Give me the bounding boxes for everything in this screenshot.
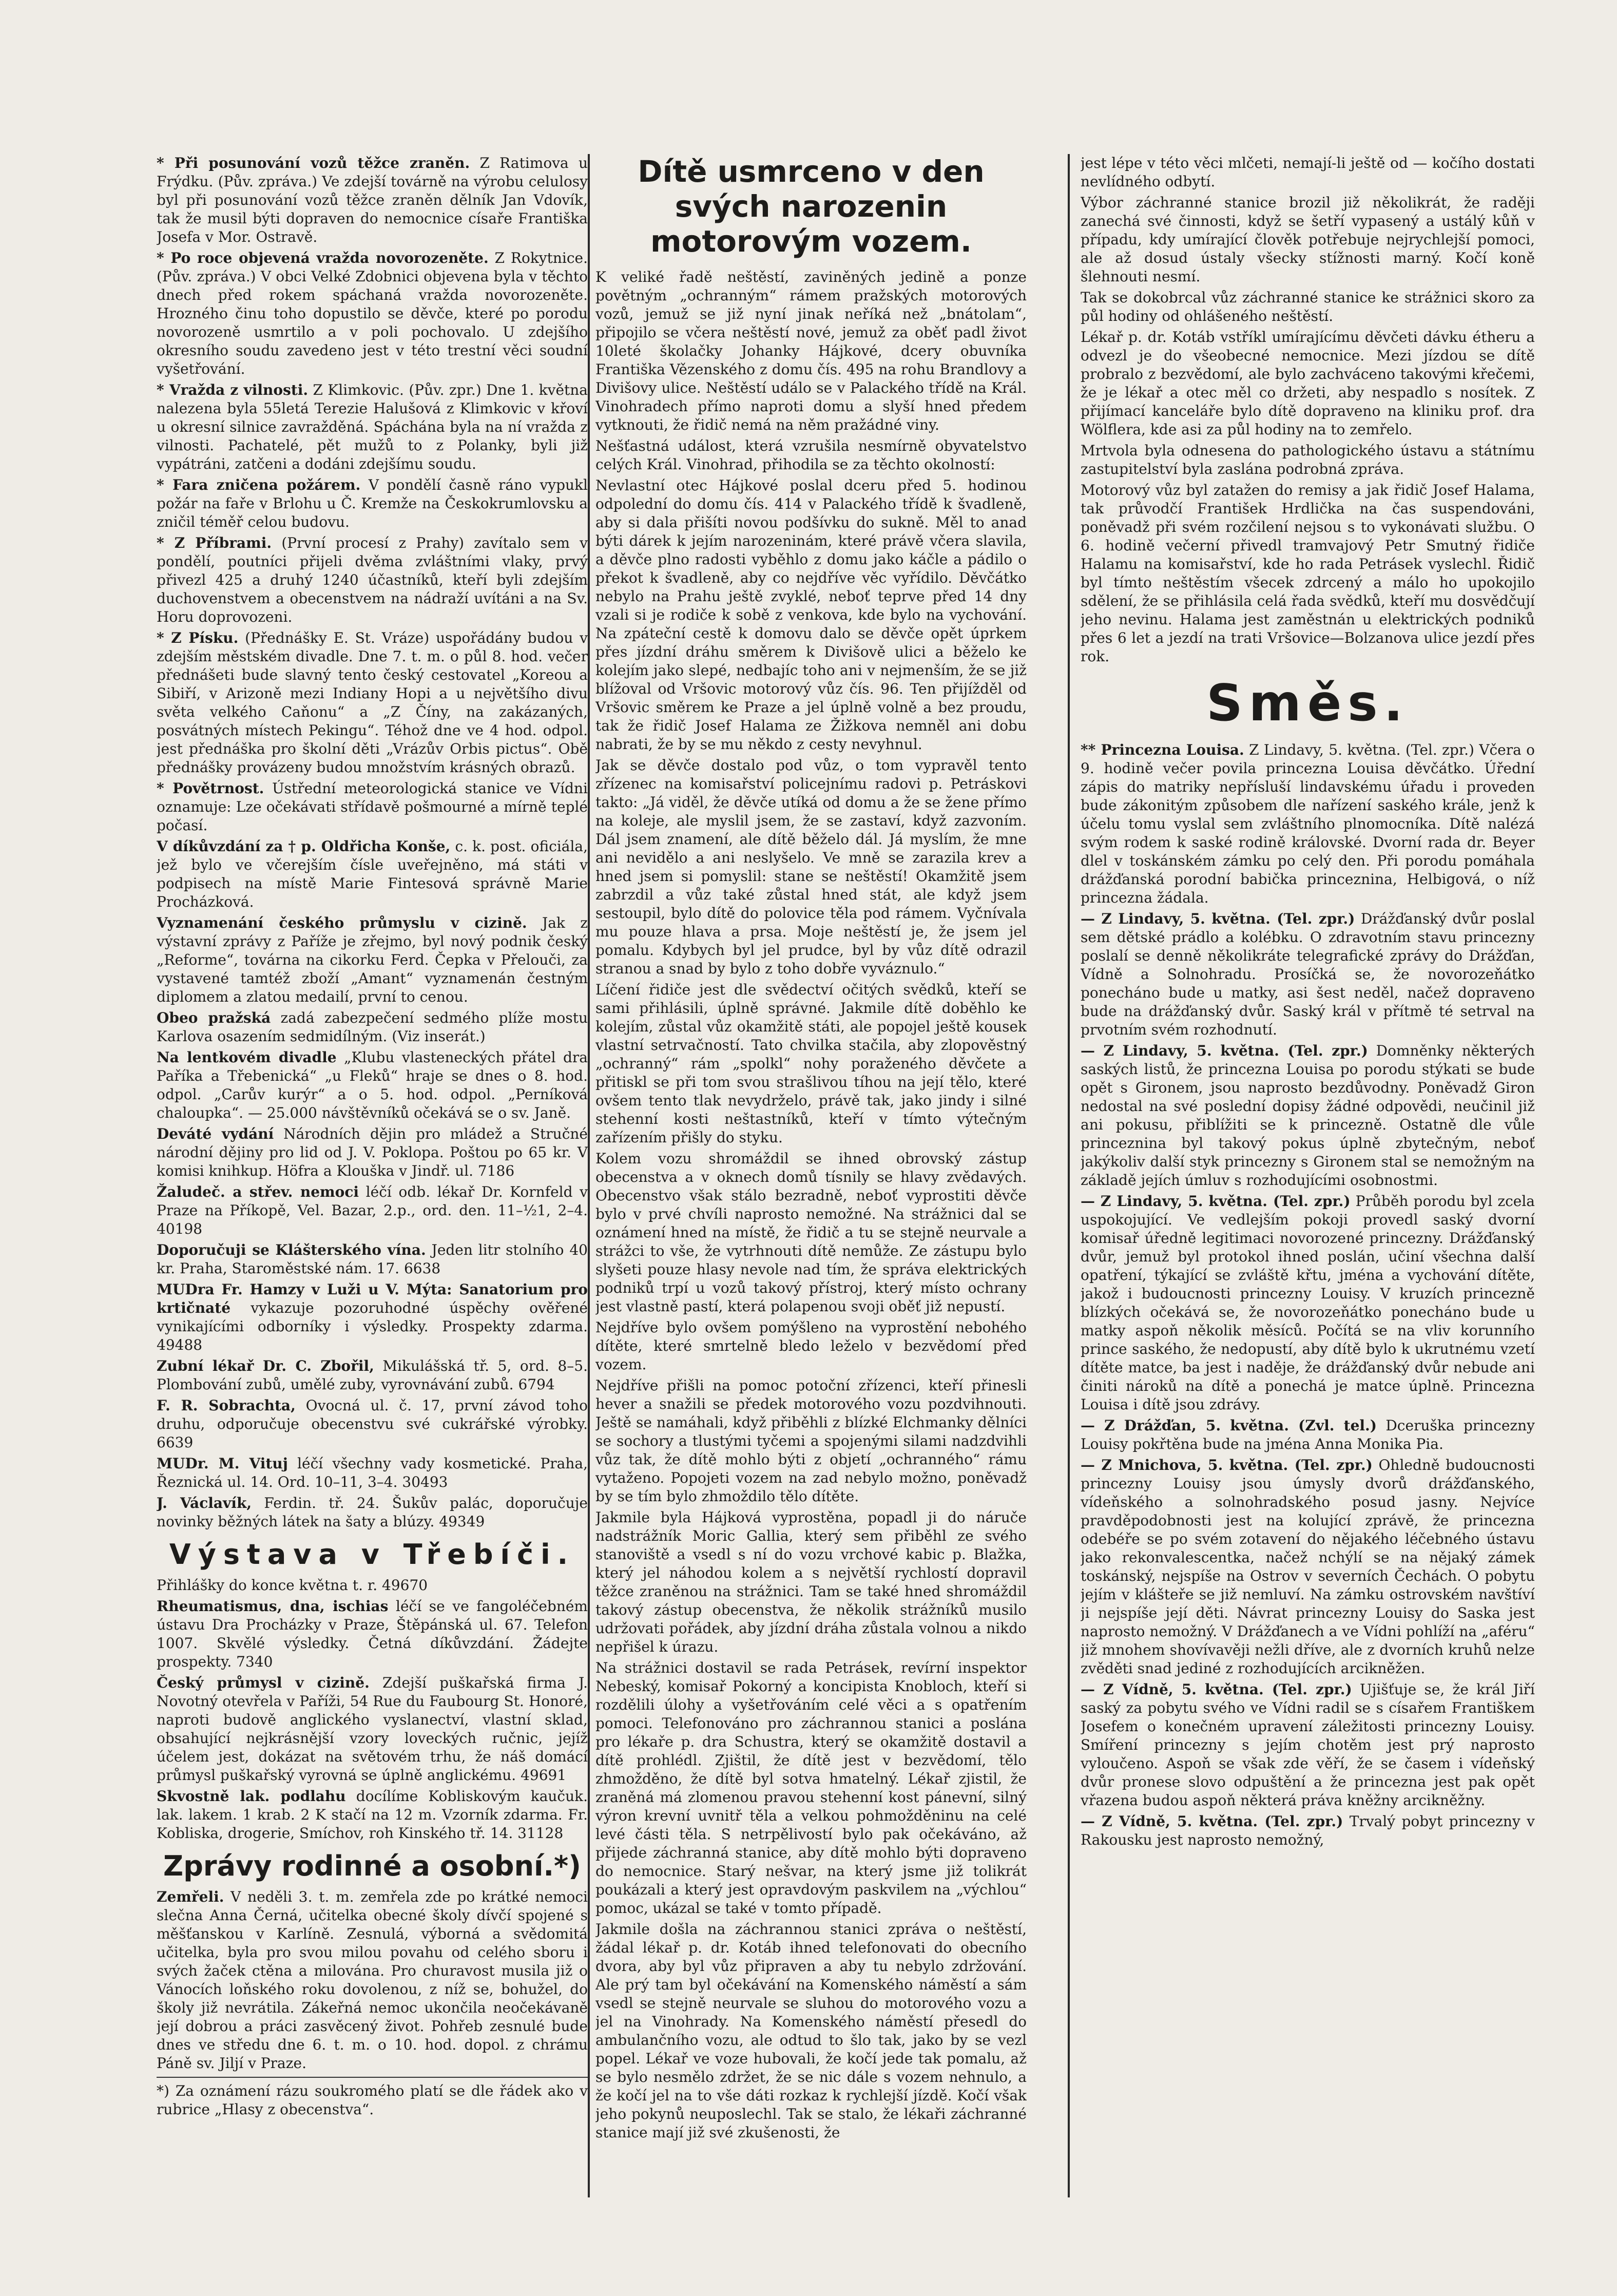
article-lead: * Po roce objevená vražda novorozeněte. xyxy=(157,250,489,266)
article-text: (Přednášky E. St. Vráze) uspořádány budou v zdejším městském divadle. Dne 7. t. m. o půl 8. hod. večer přednášeti bude slavný tento český cestovatel „Koreou a Sibiří, v Arizoně mezi Indiany Hopi a u největšího divu světa velkého Caňonu“ a „Z Číny, na zakázaných, posvátných místech Pekingu“. Téhož dne ve 4 hod. odpol. jest přednáška pro školní děti „Vrázův Orbis pictus“. Obě přednášky provázeny budou množstvím krásných obrazů. xyxy=(157,629,588,776)
article-lead: Doporučuji se Klášterského vína. xyxy=(157,1241,426,1258)
article-text: Nevlastní otec Hájkové poslal dceru před 5. hodinou odpolední do domu čís. 414 v Palackého třídě k švadleně, aby si dala přišíti novou podšívku do sukně. Měl to anad býti dárek k jejím narozeninám, které právě včera slavila, a děvče plno radosti vyběhlo z domu jako káčle a pádilo o překot k švadleně, aby co nejdříve věc vyřídilo. Děvčátko nebylo na Prahu ještě zvyklé, neboť teprve před 14 dny vzali si je rodiče k sobě z venkova, kde bylo na vychování. Na zpáteční cestě k domovu dalo se děvče opět úprkem přes jízdní dráhu směrem k Divišově ulici a běželo ke kolejím jako slepé, nedbajíc toho ani v nejmenším, že se již blížoval od Vršovic motorový vůz čís. 96. Ten přijížděl od Vršovic směrem ke Praze a jel úplně volně a bez proudu, tak že řidič Josef Halama ze Žižkova nemněl ani dobu nabrati, že by se mu někdo z cesty nevyhnul. xyxy=(595,477,1027,753)
article-paragraph xyxy=(157,837,588,911)
article-paragraph xyxy=(595,1659,1027,1918)
section-heading: Zprávy rodinné a osobní.*) xyxy=(163,1850,581,1882)
article-text: léčí odb. lékař Dr. Kornfeld v Praze na Příkopě, Vel. Bazar, 2.p., ord. den. 11–½1, 2–4. 40198 xyxy=(157,1183,588,1237)
article-lead: * Z Písku. xyxy=(157,629,239,646)
article-paragraph xyxy=(1081,289,1535,326)
article-text: Trvalý pobyt princezny v Rakousku jest naprosto nemožný, xyxy=(1081,1813,1535,1848)
article-paragraph xyxy=(1081,1042,1535,1190)
article-lead: — Z Lindavy, 5. května. (Tel. zpr.) xyxy=(1081,1193,1351,1210)
article-lead: F. R. Sobrachta, xyxy=(157,1397,296,1414)
article-lead: Na lentkovém divadle xyxy=(157,1049,337,1066)
article-text: Lékař p. dr. Kotáb vstříkl umírajícímu děvčeti dávku étheru a odvezl je do všeobecné nemocnice. Mezi jízdou se dítě probralo z bezvědomí, ale bylo zachváceno takovými křečemi, že je lékař a otec měl co držeti, aby nespadlo s nosítek. Z přijímací kanceláře bylo dítě dopraveno na kliniku prof. dra Wölflera, kde asi za půl hodiny na to zemřelo. xyxy=(1081,329,1535,438)
article-lead: — Z Vídně, 5. května. (Tel. zpr.) xyxy=(1081,1813,1343,1830)
article-text: jest lépe v této věci mlčeti, nemají-li ještě od — kočího dostati nevlídného odbytí. xyxy=(1081,155,1535,190)
section-heading: Výstava v Třebíči. xyxy=(169,1538,575,1571)
footnote-rule xyxy=(157,2077,588,2078)
article-paragraph xyxy=(595,1376,1027,1506)
article-lead: — Z Mnichova, 5. května. (Tel. zpr.) xyxy=(1081,1457,1373,1474)
article-paragraph xyxy=(595,1920,1027,2142)
article-lead: * Při posunování vozů těžce zraněn. xyxy=(157,155,470,171)
article-text: Zdejší puškařská firma J. Novotný otevřela v Paříži, 54 Rue du Faubourg St. Honoré, naproti budově anglického vyslanectví, vlastní sklad, obsahující nejkrásnější vzory loveckých ručnic, jejíž účelem jest, dokázat na světovém trhu, že náš domácí průmysl puškařský vyrovná se úplně anglickému. 49691 xyxy=(157,1674,588,1784)
article-paragraph xyxy=(157,1597,588,1671)
article-paragraph xyxy=(157,1576,588,1595)
article-text: Nešťastná událost, která vzrušila nesmírně obyvatelstvo celých Král. Vinohrad, přihodila se za těchto okolností: xyxy=(595,437,1027,473)
article-paragraph xyxy=(157,629,588,777)
article-text: Jak se děvče dostalo pod vůz, o tom vypravěl tento zřízenec na komisařství policejnímu radovi p. Petráskovi takto: „Já viděl, že děvče utíká od domu a že se žene přímo na koleje, ale myslil jsem, že se zastaví, když zazvoním. Dál jsem znamení, ale dítě běželo dál. Já myslím, že mne ani nevidělo a ani neslyšelo. Ve mně se zarazila krev a hned jsem si pomyslil: stane se neštěstí! Okamžitě jsem zabrzdil a vůz také zůstal hned stát, ale když jsem sestoupil, bylo dítě do polovice těla pod rámem. Vyčnívala mu pouze hlava a prsa. Moje neštěstí je, že jsem jel pomalu. Kdybych byl jel prudce, byl by vůz dítě odrazil stranou a snad by bylo z toho dobře vyváznulo.“ xyxy=(595,757,1027,977)
article-lead: Obeo pražská xyxy=(157,1009,271,1026)
article-paragraph xyxy=(157,779,588,835)
article-text: Motorový vůz byl zatažen do remisy a jak řidič Josef Halama, tak průvodčí František Hrdlička na čas suspendováni, poněvadž při svém rozčilení nejsou s to vykonávati službu. O 6. hodině večerní přivedl tramvajový Petr Smutný řidiče Halamu na komisařství, kde ho rada Petrásek vyslechl. Řidič byl tímto neštěstím všecek zdrcený a málo ho upokojilo sdělení, že se přihlásila celá řada svědků, kteří mu dosvědčují jeho nevinu. Halama jest zaměstnán u elektrických podniků přes 6 let a jezdí na trati Vršovice—Bolzanova ulice jezdí přes rok. xyxy=(1081,482,1535,665)
section-heading: Dítě usmrceno v den svých narozenin motorovým vozem. xyxy=(638,154,985,259)
article-lead: * Povětrnost. xyxy=(157,780,264,797)
section-heading: Směs. xyxy=(1206,674,1409,733)
article-text: Průběh porodu byl zcela uspokojující. Ve vedlejším pokoji provedl saský dvorní komisař úředně legitimaci novorozené princezny. Drážďanský dvůr, jemuž byl protokol ihned poslán, učiní všechna další opatření, týkající se zvláště křtu, jména a vychování dítěte, jakož i budoucnosti princezny Louisy. V kruzích princezně blízkých očekává se, že novorozeňátko ponecháno bude u matky aspoň několik měsíců. Počítá se na vliv korunního prince saského, že nedopustí, aby dítě bylo k ukrutnému vzetí dítěte matce, ba jest i naděje, že drážďanský dvůr nebude ani činiti nároků na dítě a ponechá je matce úplně. Princezna Louisa i dítě jsou zdrávy. xyxy=(1081,1193,1535,1413)
article-lead: Vyznamenání českého průmyslu v cizině. xyxy=(157,914,527,931)
article-text: „Klubu vlasteneckých přátel dra Paříka a Třebenická“ „u Fleků“ hraje se dnes o 8. hod. odpol. „Carův kurýr“ a o 5. hod. odpol. „Perníková chaloupka“. — 25.000 návštěvníků očekává se o sv. Janě. xyxy=(157,1049,588,1121)
column-middle xyxy=(595,154,1027,2255)
article-text: léčí všechny vady kosmetické. Praha, Řeznická ul. 14. Ord. 10–11, 3–4. 30493 xyxy=(157,1455,588,1490)
article-paragraph xyxy=(157,249,588,378)
article-text: Domněnky některých saských listů, že princezna Louisa po porodu stýkati se bude opět s Gironem, jsou naprosto bezdůvodny. Poněvadž Giron nedostal na své poslední dopisy žádné odpovědi, neučinil již ani pokusu, přiblížiti se k princezně. Ostatně dle vůle princeznina byl takový pokus úplně zbytečným, neboť jakýkoliv další styk princezny s Gironem stal se nemožným na základě jejích úmluv s rozhodujícími osobnostmi. xyxy=(1081,1042,1535,1189)
article-text: Drážďanský dvůr poslal sem dětské prádlo a kolébku. O zdravotním stavu princezny poslalí se denně několikráte telegrafické zprávy do Drážďan, Vídně a Solnohradu. Prosíčká se, že novorozeňátko ponecháno bude u matky, asi šest neděl, načež dopraveno bude na drážďanský dvůr. Saský král v přítmě té setrval na prvotním svém rozhodnutí. xyxy=(1081,910,1535,1038)
article-paragraph xyxy=(157,1357,588,1394)
article-text: Mrtvola byla odnesena do pathologického ústavu a státnímu zastupitelství byla zaslána podrobná zpráva. xyxy=(1081,442,1535,477)
article-lead: J. Václavík, xyxy=(157,1495,252,1511)
article-paragraph xyxy=(157,1674,588,1785)
article-text: Mikulášská tř. 5, ord. 8–5. Plombování zubů, umělé zuby, vyrovnávání zubů. 6794 xyxy=(157,1357,588,1393)
article-paragraph xyxy=(157,1396,588,1452)
article-lead: Zemřeli. xyxy=(157,1888,224,1905)
article-paragraph xyxy=(595,1318,1027,1374)
article-paragraph xyxy=(157,1494,588,1531)
article-text: Na strážnici dostavil se rada Petrásek, revírní inspektor Nebeský, komisař Pokorný a koncipista Knobloch, kteří si rozdělili úlohy a vyšetřováním celé věci a s opatřením pomoci. Telefonováno pro záchrannou stanici a poslána pro lékaře p. dra Schustra, který se okamžitě dostavil a dítě prohlédl. Zjištil, že dítě jest v bezvědomí, tělo zhmožděno, že dítě byl sotva hmatelný. Lékař zjistil, že zraněná má zlomenou pravou stehenní kost pánevní, silný výron krevní uvnitř těla a velkou pohmožděninu na celé levé části těla. S netrpělivostí bylo pak očekáváno, až přijede záchranná stanice, aby dítě mohlo býti dopraveno do nemocnice. Starý nešvar, na který jsme již tolikrát poukázali a který jest opravdovým paskvilem na „výchlou“ pomoc, ukázal se také v tomto případě. xyxy=(595,1659,1027,1917)
column-right xyxy=(1081,154,1535,2255)
article-lead: Deváté vydání xyxy=(157,1125,274,1142)
article-text: léčí se ve fangoléčebném ústavu Dra Procházky v Praze, Štěpánská ul. 67. Telefon 1007. Skvělé výsledky. Četná díkůvzdání. Žádejte prospekty. 7340 xyxy=(157,1598,588,1670)
article-text: K veliké řadě neštěstí, zaviněných jedině a ponze povětným „ochranným“ rámem pražských motorových vozů, jemuž se již nyní jinak neříká než „bnátolam“, připojilo se včera neštěstí nové, jemuž za oběť padl život 10leté školačky Johanky Hájkové, dcery obuvníka Františka Vězenského z domu čís. 495 na rohu Brandlovy a Divišovy ulice. Neštěstí událo se v Palackého třídě na Král. Vinohradech přímo naproti domu a slyší hned předem vytknouti, že řidič nemá na něm pražádné viny. xyxy=(595,269,1027,433)
article-text: Nejdříve bylo ovšem pomýšleno na vyprostění nebohého dítěte, které smrtelně bledo leželo v bezvědomí před vozem. xyxy=(595,1319,1027,1373)
article-paragraph xyxy=(157,914,588,1006)
article-lead: V díkůvzdání za † p. Oldřicha Konše, xyxy=(157,838,451,855)
column-divider xyxy=(1068,154,1070,2197)
article-text: zadá zabezpečení sedmého plíže mostu Karlova osazením sedmidílným. (Viz inserát.) xyxy=(157,1009,588,1045)
article-paragraph xyxy=(1081,1812,1535,1849)
article-paragraph xyxy=(595,756,1027,978)
article-text: vykazuje pozoruhodné úspěchy ověřené vynikajícími odborníky i výsledky. Prospekty zdarma. 49488 xyxy=(157,1299,588,1353)
article-text: Přihlášky do konce května t. r. 49670 xyxy=(157,1577,428,1594)
article-text: Ohledně budoucnosti princezny Louisy jsou úmysly dvorů drážďanského, vídeňského a solnohradského posud jasny. Nejvíce pravděpodobnosti jest na kolující zprávě, že princezna odebéře se po svém zotavení do nějakého léčebného ústavu jako rekonvalescentka, načež nchýlí se na nějaký zámek toskánský, nejspíše na Ostrov v severních Čechách. O pobytu jejím v klášteře se již nemluví. Na zámku ostrovském navštíví ji nejspíše její děti. Návrat princezny Louisy do Saska jest naprosto nemožný. V Drážďanech a ve Vídni pohlíží na „aféru“ již mnohem shovívavěji nežli dříve, ale z dvorních kruhů nelze zvěděti snad jediné z rozhodujících arcikněžen. xyxy=(1081,1457,1535,1677)
article-paragraph xyxy=(157,381,588,473)
article-lead: * Vražda z vilnosti. xyxy=(157,381,309,398)
article-text: Jeden litr stolního 40 kr. Praha, Staroměstské nám. 17. 6638 xyxy=(157,1241,588,1277)
article-text: Nejdříve přišli na pomoc potoční zřízenci, kteří přinesli hever a snažili se předek motorového vozu pozdvihnouti. Ještě se namáhali, když přiběhli z blízké Elchmanky dělníci se sochory a tlustými tyčemi a spojenými silami nadzdvihli vůz tak, že dítě mohlo býti z objetí „ochranného“ rámu vytaženo. Popojeti vozem na zad nebylo možno, poněvadž by se tím bylo zhmoždilo tělo dítěte. xyxy=(595,1377,1027,1505)
article-lead: MUDr. M. Vituj xyxy=(157,1455,288,1472)
article-paragraph xyxy=(157,154,588,246)
article-text: (První procesí z Prahy) zavítalo sem v pondělí, poutníci přijeli dvěma zvláštními vlaky, prvý přivezl 425 a druhý 1240 účastníků, kteří byli zdejším duchovenstvem a obecenstvem na nádraží uvítáni a na Sv. Horu doprovozeni. xyxy=(157,534,588,625)
article-paragraph xyxy=(157,1455,588,1491)
article-text: V pondělí časně ráno vypukl požár na faře v Brlohu u Č. Kremže na Českokrumlovsku a zničil téměř celou budovu. xyxy=(157,476,588,530)
article-text: Líčení řidiče jest dle svědectví očitých svědků, kteří se sami přihlásili, úplně správné. Jakmile dítě doběhlo ke kolejím, zůstal vůz okamžitě státi, ale popojel ještě kousek vlastní setrvačností. Tato chvilka stačila, aby zlopověstný „ochranný“ rám „spolkl“ nohy poraženého děvčete a přitiskl se při tom svou strašlivou tíhou na její tělo, které ovšem tento tlak nevydrželo, právě tak, jako jindy i silné stehenní kosti neštastníků, kteří v tímto výtečným zařízením přišly do styku. xyxy=(595,981,1027,1146)
article-paragraph xyxy=(157,1787,588,1843)
article-paragraph xyxy=(1081,910,1535,1039)
article-text: V neděli 3. t. m. zemřela zde po krátké nemoci slečna Anna Černá, učitelka obecné školy dívčí spojené s měšťanskou v Karlíně. Zesnulá, výborná a svědomitá učitelka, byla pro svou milou povahu od celého sboru i svých žaček ctěna a milována. Pro churavost musila již o Vánocích loňského roku dovolenou, z níž se, bohužel, do školy již nevrátila. Zákeřná nemoc ukončila neočekávaně její dobrou a práci zasvěcený život. Pohřeb zesnulé bude dnes ve středu dne 6. t. m. o 10. hod. dopol. z chrámu Páně sv. Jiljí v Praze. xyxy=(157,1888,588,2072)
article-paragraph xyxy=(595,981,1027,1147)
article-lead: Skvostně lak. podlahu xyxy=(157,1788,346,1805)
article-text: Z Rokytnice. (Pův. zpráva.) V obci Velké Zdobnici objevena byla v těchto dnech před rokem spáchaná vražda novorozeněte. Hrozného činu toho dopustilo se děvče, které po porodu novorozeně usmrtilo a v poli pochovalo. U zdejšího okresního soudu zavedeno jest v této trestní věci soudní vyšetřování. xyxy=(157,250,588,377)
article-paragraph xyxy=(157,1048,588,1122)
article-paragraph xyxy=(1081,442,1535,479)
article-text: Kolem vozu shromáždil se ihned obrovský zástup obecenstva a v oknech domů tísnily se hlavy zvědavých. Obecenstvo však stálo bezradně, neboť vyprostiti děvče bylo v prvé chvíli naprosto nemožné. Na strážnici dal se oznámení hned na místě, že řidič a tu se stejně neurvale a strážci to vše, že vytrhnouti dítě nemůže. Ze zástupu bylo slyšeti pouze hlasy nevole nad tím, že správa elektrických podniků trpí u vozů takový přístroj, který místo ochrany jest vlastně pastí, která polapenou svoji oběť již nepustí. xyxy=(595,1150,1027,1315)
article-paragraph xyxy=(157,1241,588,1278)
article-paragraph xyxy=(1081,328,1535,439)
article-paragraph xyxy=(1081,194,1535,286)
article-lead: Zubní lékař Dr. C. Zbořil, xyxy=(157,1357,374,1374)
article-lead: Český průmysl v cizině. xyxy=(157,1674,370,1691)
article-paragraph xyxy=(157,1125,588,1180)
article-paragraph xyxy=(1081,1456,1535,1678)
article-text: Jakmile došla na záchrannou stanici zpráva o neštěstí, žádal lékař p. dr. Kotáb ihned telefonovati do obecního dvora, aby byl vůz připraven a aby tu nebylo zdržování. Ale prý tam byl očekávání na Komenského náměstí a sám vsedl se stejně neurvale se sluhou do motorového vozu a jel na Vinohrady. Na Komenského náměstí přesedl do ambulančního vozu, ale odtud to šlo tak, jako by se vezl popel. Lékař ve voze hubovali, že kočí jede tak pomalu, až se bylo nesmělo zdržet, že se nic dále s vozem nehnulo, a že kočí jel na to vše dáti rozkaz k rychlejší jízdě. Kočí však jeho pokynů neuposlechl. Tak se stalo, že lékaři záchranné stanice mají již své zkušenosti, že xyxy=(595,1921,1027,2141)
article-paragraph xyxy=(157,534,588,626)
article-text: Ujišťuje se, že král Jiří saský za pobytu svého ve Vídni radil se s císařem Františkem Josefem o konečném upravení záležitosti princezny Louisy. Smíření princezny s jejím chotěm jest prý naprosto vyloučeno. Aspoň se však zde věří, že se časem i vídeňský dvůr pronese slovo odpuštění a že princezna jest pak opět vřazena budou aspoň některá práva kněžny arcikněžny. xyxy=(1081,1681,1535,1809)
article-text: Z Klimkovic. (Pův. zpr.) Dne 1. května nalezena byla 55letá Terezie Halušová z Klimkovic v křoví u okresní silnice zavražděná. Spáchána byla na ní vražda z vilnosti. Pachatelé, pět mužů to z Polanky, byli již vypátráni, zatčeni a dodáni zdejšímu soudu. xyxy=(157,381,588,472)
article-paragraph xyxy=(1081,741,1535,907)
article-text: Ferdin. tř. 24. Šukův palác, doporučuje novinky běžných látek na šaty a blúzy. 49349 xyxy=(157,1495,588,1530)
article-lead: * Z Příbrami. xyxy=(157,534,272,551)
article-paragraph xyxy=(1081,154,1535,191)
column-left xyxy=(157,154,588,2255)
article-paragraph xyxy=(157,1183,588,1238)
article-text: Jakmile byla Hájková vyprostěna, popadl ji do náruče nadstrážník Moric Gallia, který sem přiběhl ze svého stanoviště a vsedl s ní do vozu vrchové kabic p. Blažka, který jel náhodou kolem a s největší rychlostí dopravil těžce zraněnou na strážnici. Tam se také hned shromáždil takový zástup obecenstva, že několik strážníků musilo udržovati pořádek, aby jízdní dráha zůstala volnou a nikdo nepřišel k úrazu. xyxy=(595,1509,1027,1655)
article-text: Národních dějin pro mládež a Stručné národní dějiny pro lid od J. V. Poklopa. Poštou po 65 kr. V komisi knihkup. Höfra a Klouška v Jindř. ul. 7186 xyxy=(157,1125,588,1179)
article-paragraph xyxy=(1081,1680,1535,1810)
article-text: Ústřední meteorologická stanice ve Vídni oznamuje: Lze očekávati střídavě pošmourné a mírně teplé počasí. xyxy=(157,780,588,834)
article-lead: ** Princezna Louisa. xyxy=(1081,741,1244,758)
article-text: Jak z výstavní zprávy z Paříže je zřejmo, byl nový podnik český „Reforme“, továrna na cikorku Ferd. Čepka v Přelouči, za vystavené tamtéž zboží „Amant“ vyznamenán čestným diplomem a zlatou medailí, první to cenou. xyxy=(157,914,588,1005)
article-paragraph xyxy=(595,1508,1027,1656)
article-lead: Rheumatismus, dna, ischias xyxy=(157,1598,389,1615)
article-lead: * Fara zničena požárem. xyxy=(157,476,361,493)
article-text: Z Ratimova u Frýdku. (Pův. zpráva.) Ve zdejší továrně na výrobu celulosy byl při posunování vozů těžce zraněn dělník Jan Vdovík, tak že musil býti dopraven do nemocnice císaře Františka Josefa v Mor. Ostravě. xyxy=(157,155,588,245)
article-lead: — Z Lindavy, 5. května. (Tel. zpr.) xyxy=(1081,910,1355,927)
article-paragraph xyxy=(157,476,588,531)
footnote: *) Za oznámení rázu soukromého platí se dle řádek ako v rubrice „Hlasy z obecenstva“. xyxy=(157,2082,588,2118)
article-lead: Žaludeč. a střev. nemoci xyxy=(157,1183,359,1200)
article-lead: MUDra Fr. Hamzy v Luži u V. Mýta: Sanatorium pro krtičnaté xyxy=(157,1281,588,1316)
article-lead: — Z Drážďan, 5. května. (Zvl. tel.) xyxy=(1081,1417,1377,1434)
article-text: Ovocná ul. č. 17, první závod toho druhu, odporučuje obecenstvu své cukrářské výrobky. 6639 xyxy=(157,1397,588,1451)
article-paragraph xyxy=(595,437,1027,474)
article-paragraph xyxy=(595,476,1027,754)
article-paragraph xyxy=(157,1009,588,1046)
article-paragraph xyxy=(1081,481,1535,666)
article-text: Z Lindavy, 5. května. (Tel. zpr.) Včera o 9. hodině večer povila princezna Louisa děvčátko. Úřední zápis do matriky nepřísluší lindavskému úřadu i proveden bude zákonitým způsobem dle nařízení saského krále, jenž k účelu tomu vyslal sem zvláštního plnomocníka. Dítě nalézá svým rodem k saské rodině královské. Dvorní rada dr. Beyer dlel v toskánském zámku po celý den. Při porodu pomáhala drážďanská porodní babička princeznina, Helbigová, o níž princezna žádala. xyxy=(1081,741,1535,906)
article-text: Dceruška princezny Louisy pokřtěna bude na jména Anna Monika Pia. xyxy=(1081,1417,1535,1452)
article-lead: — Z Lindavy, 5. května. (Tel. zpr.) xyxy=(1081,1042,1368,1059)
article-paragraph xyxy=(157,1280,588,1354)
article-paragraph xyxy=(595,268,1027,434)
article-text: c. k. post. oficiála, jež bylo ve včerejším čísle uveřejněno, má státi v podpisech na místě Marie Fintesová správně Marie Procházková. xyxy=(157,838,588,910)
article-paragraph xyxy=(595,1150,1027,1316)
article-text: Výbor záchranné stanice brozil již několikrát, že raději zanechá své činnosti, když se šetří vypasený a ustálý kůň v případu, kdy umírající člověk potřebuje nejrychlejší pomoci, ale až dosud ústaly všecky stížnosti marný. Kočí koně šlehnouti nesmí. xyxy=(1081,194,1535,285)
article-paragraph xyxy=(1081,1417,1535,1453)
article-paragraph xyxy=(157,1888,588,2073)
article-text: docílíme Kobliskovým kaučuk. lak. lakem. 1 krab. 2 K stačí na 12 m. Vzorník zdarma. Fr. Kobliska, drogerie, Smíchov, roh Kinského tř. 14. 31128 xyxy=(157,1788,588,1842)
article-text: Tak se dokobrcal vůz záchranné stanice ke strážnici skoro za půl hodiny od ohlášeného neštěstí. xyxy=(1081,289,1535,324)
article-lead: — Z Vídně, 5. května. (Tel. zpr.) xyxy=(1081,1681,1352,1698)
column-divider xyxy=(588,154,590,2197)
article-paragraph xyxy=(1081,1192,1535,1414)
